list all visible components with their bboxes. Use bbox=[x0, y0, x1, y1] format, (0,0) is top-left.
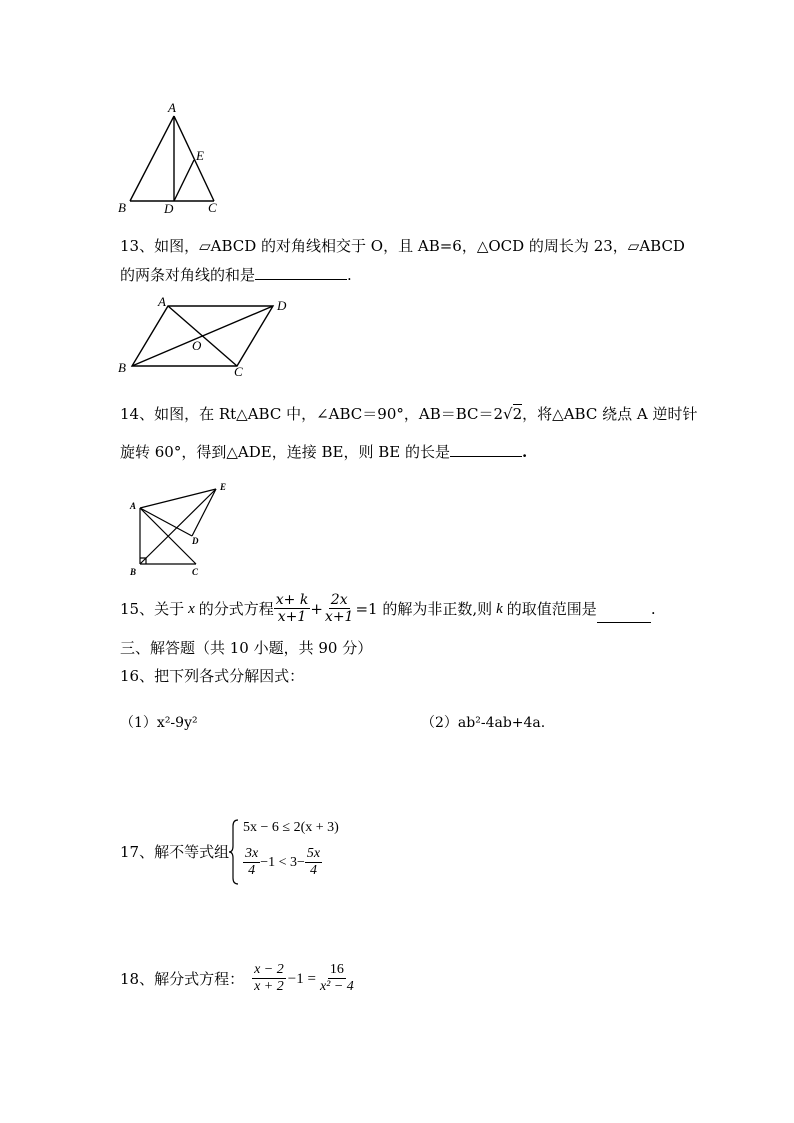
part-label: （1） bbox=[120, 715, 157, 731]
q14-text-b: ，将△ABC 绕点 A 逆时针 bbox=[522, 405, 698, 423]
q15-suffix: 的取值范围是 bbox=[506, 599, 597, 618]
frac-denominator: x + 2 bbox=[254, 979, 284, 994]
q15-var-k: k bbox=[496, 600, 503, 617]
part-expression: ab²-4ab+4a. bbox=[457, 715, 546, 731]
q16-part1 bbox=[120, 713, 198, 733]
q18-mid: −1 = bbox=[287, 970, 316, 987]
label-d: D bbox=[277, 298, 287, 313]
q17-title: 17、解不等式组 bbox=[120, 843, 230, 861]
q18-title: 18、解分式方程： bbox=[120, 969, 245, 988]
q15-answer-blank[interactable] bbox=[597, 606, 651, 623]
figure-q12 bbox=[110, 98, 230, 220]
part-expression: x²-9y² bbox=[156, 715, 198, 731]
q14-answer-blank[interactable] bbox=[450, 440, 522, 457]
label-b: B bbox=[118, 200, 126, 215]
frac-numerator: 2x bbox=[330, 592, 348, 608]
left-brace-icon bbox=[228, 818, 240, 886]
frac-denominator: x² − 4 bbox=[319, 979, 354, 994]
label-c: C bbox=[208, 200, 217, 215]
frac-numerator: 3x bbox=[245, 846, 259, 861]
q15-var-x: x bbox=[188, 600, 195, 617]
frac-denominator: x+1 bbox=[277, 609, 307, 625]
label-a: A bbox=[130, 501, 137, 511]
frac-denominator: 4 bbox=[248, 863, 256, 878]
q14-line1 bbox=[120, 404, 697, 424]
q17-mid: −1 < 3− bbox=[260, 854, 305, 870]
frac-numerator: 5x bbox=[306, 846, 321, 861]
q13-answer-blank[interactable] bbox=[255, 263, 347, 280]
frac-denominator: x+1 bbox=[324, 609, 354, 625]
q13-line2 bbox=[120, 263, 352, 285]
q14-text-a: 14、如图，在 Rt△ABC 中，∠ABC＝90°，AB＝BC＝2 bbox=[120, 405, 504, 423]
q14-line2 bbox=[120, 440, 527, 462]
frac-numerator: 16 bbox=[329, 962, 344, 977]
q17-fraction-1 bbox=[243, 846, 260, 879]
q14-end: . bbox=[521, 443, 528, 461]
q15-prefix: 15、关于 bbox=[120, 599, 185, 618]
q15-plus: + bbox=[310, 599, 323, 618]
q16-part2 bbox=[421, 713, 545, 733]
sqrt-symbol: √ bbox=[503, 405, 513, 423]
label-c: C bbox=[234, 364, 243, 379]
q14-text-line2: 旋转 60°，得到△ADE，连接 BE，则 BE 的长是 bbox=[120, 443, 450, 461]
frac-numerator: x − 2 bbox=[254, 962, 284, 977]
q17-inequality-1: 5x − 6 ≤ 2(x + 3) bbox=[243, 820, 339, 835]
label-d: D bbox=[192, 536, 199, 546]
q15-mid: 的分式方程 bbox=[198, 599, 274, 618]
q15-fraction-2 bbox=[323, 592, 356, 625]
q18-fraction-1 bbox=[252, 962, 286, 995]
q15-fraction-1 bbox=[274, 592, 311, 625]
label-c: C bbox=[192, 567, 199, 577]
label-b: B bbox=[130, 567, 137, 577]
q13-end: . bbox=[347, 266, 352, 284]
q15-end: . bbox=[650, 599, 656, 618]
label-o: O bbox=[192, 338, 202, 353]
label-b: B bbox=[118, 360, 126, 375]
frac-numerator: x+ k bbox=[275, 592, 309, 608]
section-3-title: 三、解答题（共 10 小题，共 90 分） bbox=[120, 639, 373, 657]
label-d: D bbox=[164, 201, 174, 216]
q15-line bbox=[120, 592, 656, 625]
frac-denominator: 4 bbox=[310, 863, 318, 878]
q13-text: 的两条对角线的和是 bbox=[120, 266, 256, 284]
label-e: E bbox=[196, 148, 204, 163]
figure-q13 bbox=[112, 294, 302, 380]
q18-fraction-2 bbox=[318, 962, 356, 995]
q17-fraction-2 bbox=[305, 846, 322, 879]
q14-sqrt-arg: 2 bbox=[512, 405, 523, 423]
q16-title: 16、把下列各式分解因式： bbox=[120, 667, 305, 685]
q13-line1: 13、如图，▱ABCD 的对角线相交于 O，且 AB=6，△OCD 的周长为 23，▱ABCD bbox=[120, 237, 685, 255]
q18-line bbox=[120, 962, 356, 995]
q15-eq: =1 的解为非正数,则 bbox=[355, 599, 493, 618]
label-e: E bbox=[220, 482, 227, 492]
label-a: A bbox=[158, 294, 166, 309]
label-a: A bbox=[168, 100, 176, 115]
figure-q14 bbox=[124, 480, 244, 580]
part-label: （2） bbox=[421, 715, 458, 731]
q17-inequality-2 bbox=[243, 846, 322, 879]
